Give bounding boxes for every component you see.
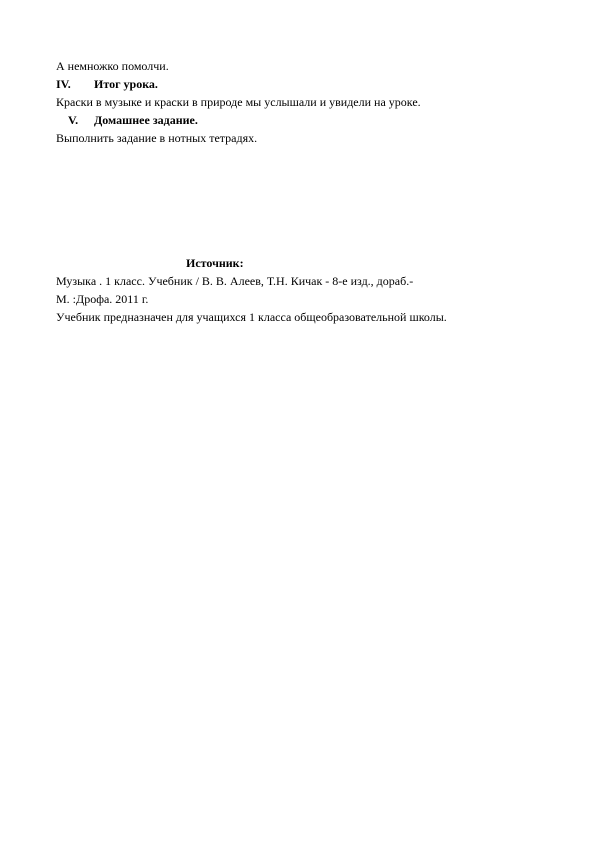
section-heading-homework	[68, 113, 198, 127]
text-line-be-quiet: А немножко помолчи.	[56, 59, 169, 73]
section-title: Домашнее задание.	[94, 113, 198, 127]
source-citation-line1: Музыка . 1 класс. Учебник / В. В. Алеев, Т.Н. Кичак - 8-е изд., дораб.-	[56, 274, 414, 288]
text-line-colors: Краски в музыке и краски в природе мы услышали и увидели на уроке.	[56, 95, 421, 109]
section-number: V.	[68, 113, 79, 127]
section-title: Итог урока.	[94, 77, 158, 91]
section-heading-lesson-summary	[56, 77, 158, 91]
source-heading: Источник:	[186, 256, 244, 270]
text-line-homework-task: Выполнить задание в нотных тетрадях.	[56, 131, 258, 145]
section-number: IV.	[56, 77, 71, 91]
source-description: Учебник предназначен для учащихся 1 класса общеобразовательной школы.	[56, 310, 447, 324]
source-citation-line2: М. :Дрофа. 2011 г.	[56, 292, 149, 306]
